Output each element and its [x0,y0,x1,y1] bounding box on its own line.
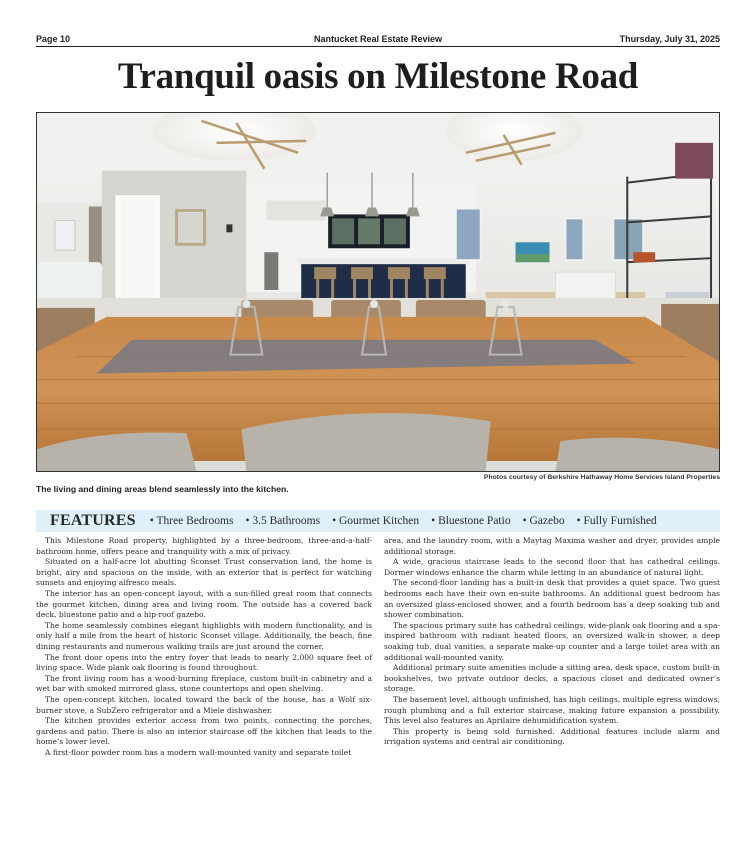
article-body [36,536,720,836]
paragraph: Additional primary suite amenities include a sitting area, desk space, custom built-in bookshelves, two private outdoor decks, a spacious closet and dedicated owner’s storage. [384,663,720,694]
features-bar [36,510,720,532]
paragraph: This Milestone Road property, highlighted by a three-bedroom, three-and-a-half-bathroom home, offers peace and tranquility with a mix of privacy. [36,536,372,556]
photo-credit: Photos courtesy of Berkshire Hathaway Home Services Island Properties [483,474,720,481]
paragraph: A first-floor powder room has a modern wall-mounted vanity and separate toilet [45,747,352,757]
paragraph: The interior has an open-concept layout, with a sun-filled great room that connects the gourmet kitchen, dining area and living room. The outside has a covered back deck, bluestone patio and a hip-roof gazebo. [36,588,372,620]
feature-item: • Gazebo [522,515,565,527]
article-column-2 [384,536,720,836]
issue-date: Thursday, July 31, 2025 [619,34,720,44]
feature-item: • Bluestone Patio [431,515,511,527]
paragraph: Situated on a half-acre lot abutting Sconset Trust conservation land, the home is bright, airy and spacious on the inside, with an exterior that is perfect for watching sunsets and enjoying alfresco meals. [36,557,372,588]
article-column-1 [36,536,372,836]
paragraph: This property is being sold furnished. Additional features include alarm and irrigation systems and central air conditioning. [384,726,720,747]
page-number: Page 10 [36,34,71,44]
paragraph: The basement level, although unfinished, has high ceilings, multiple egress windows, rough plumbing and a full exterior staircase, making future expansion a possibility. This level also features an Aprilaire dehumidification system. [384,694,720,726]
feature-item: • Three Bedrooms [149,515,234,527]
paragraph: The front living room has a wood-burning fireplace, custom built-in cabinetry and a wet bar with smoked mirrored glass, stone countertops and open shelving. [36,673,372,694]
feature-photo [36,112,720,472]
feature-item: • Gourmet Kitchen [332,515,420,527]
paragraph: The kitchen provides exterior access from two points, connecting the porches, gardens and patio. There is also an interior staircase off the kitchen that leads to the home’s lower level. [36,716,372,747]
paragraph: The front door opens into the entry foyer that leads to nearly 2,000 square feet of living space. Wide plank oak flooring is found throughout. [36,652,372,673]
feature-item: • 3.5 Bathrooms [245,515,321,527]
paragraph: The open-concept kitchen, located toward the back of the house, has a Wolf six-burner stove, a SubZero refrigerator and a Miele dishwasher. [36,694,372,715]
paragraph-continuation: area, and the laundry room, with a Maytag Maxima washer and dryer, provides ample additional storage. [384,536,720,556]
paragraph: The second-floor landing has a built-in desk that provides a quiet space. Two guest bedrooms each have their own en-suite bathrooms. An additional guest bedroom has an oversized glass-enclosed shower, and a fourth bedroom has a deep soaking tub and shower combination. [384,578,720,620]
features-label: FEATURES [50,512,136,529]
paragraph: The spacious primary suite has cathedral ceilings, wide-plank oak flooring and a spa-inspired bathroom with radiant heated floors, an oversized walk-in shower, a deep soaking tub, dual vanities, a separate make-up counter and a large toilet area with an additional wall-mounted vanity. [384,620,720,662]
masthead [36,33,720,47]
publication-name: Nantucket Real Estate Review [313,34,443,44]
feature-item: • Fully Furnished [576,515,657,527]
paragraph: The home seamlessly combines elegant highlights with modern functionality, and is only half a mile from the heart of historic Sconset village. Additionally, the beach, fine dining restaurants and numerous walking trails are just around the corner. [36,620,372,651]
photo-caption: The living and dining areas blend seamlessly into the kitchen. [36,484,289,494]
headline: Tranquil oasis on Milestone Road [117,56,639,97]
dining-room-photo [37,113,719,471]
paragraph: A wide, gracious staircase leads to the second floor that has cathedral ceilings. Dormer windows enhance the charm while letting in an abundance of natural light. [384,557,720,577]
